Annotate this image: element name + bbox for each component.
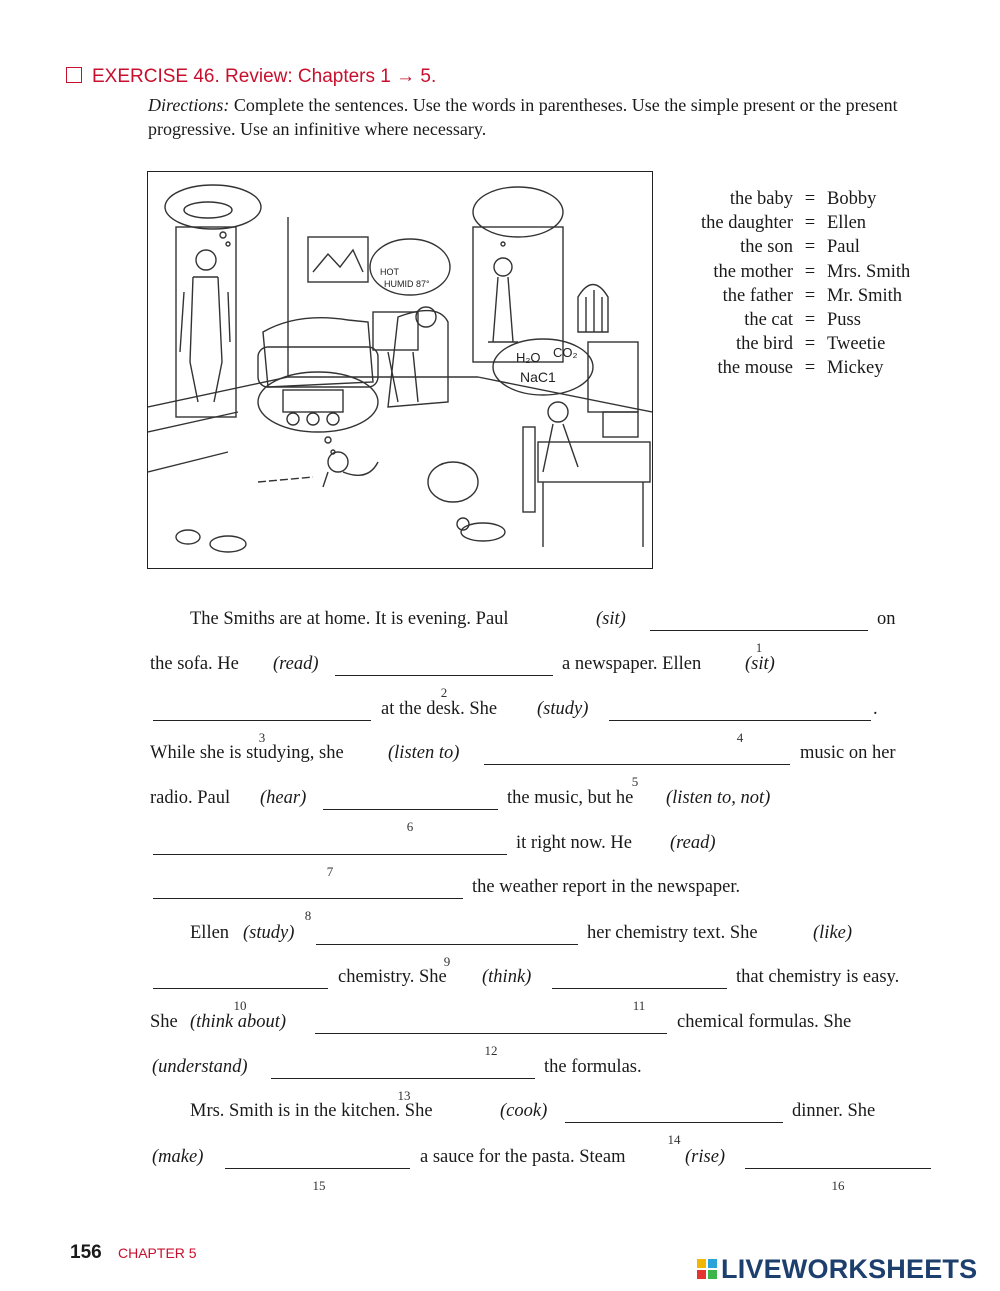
verb-hint: (rise) [685,1147,726,1167]
sentence-text: chemical formulas. She [677,1012,852,1032]
weather-bubble-text-1: HOT [380,267,399,277]
sentence-text: it right now. He [516,833,632,853]
verb-hint: (think about) [190,1012,287,1032]
verb-hint: (understand) [152,1057,248,1077]
chem-bubble-text-1: H₂O [516,350,541,365]
sentence-text: She [150,1012,178,1032]
verb-hint: (study) [537,699,589,719]
legend-name: Tweetie [827,334,886,355]
brand-name: LIVEWORKSHEETS [721,1253,978,1284]
brand-grid-icon [697,1259,717,1279]
directions-text: Complete the sentences. Use the words in parentheses. Use the simple present or the present progressive. Use an infinitive where necessary. [148,95,898,139]
answer-blank-10[interactable] [153,988,328,989]
sentence-text: the weather report in the newspaper. [472,877,741,897]
legend-row [660,284,910,308]
answer-blank-1[interactable] [650,630,868,631]
legend-row [660,332,910,356]
verb-hint: (listen to, not) [666,788,771,808]
answer-blank-8[interactable] [153,898,463,899]
living-room-drawing [148,172,652,568]
blank-number: 7 [326,864,334,879]
sentence-text: at the desk. She [381,699,498,719]
sentence-text: . [873,699,878,719]
sentence-text: on [877,609,896,629]
legend-equals: = [804,285,816,306]
sentence-text: her chemistry text. She [587,923,758,943]
legend-role: the baby [729,189,793,209]
answer-blank-9[interactable] [316,944,578,945]
verb-hint: (cook) [500,1101,548,1121]
sentence-text: a newspaper. Ellen [562,654,702,674]
blank-number: 11 [632,998,646,1013]
answer-blank-3[interactable] [153,720,371,721]
sentence-text: While she is studying, she [150,743,344,763]
legend-row [660,211,910,235]
sentence-text: Ellen [190,923,230,943]
chapter-label: CHAPTER 5 [118,1245,197,1261]
legend-row [660,308,910,332]
sentence-text: The Smiths are at home. It is evening. Paul [190,609,509,629]
legend-equals: = [804,237,816,258]
exercise-header [66,66,436,88]
legend-name: Bobby [827,189,877,209]
legend-equals: = [804,334,816,355]
verb-hint: (read) [273,654,319,674]
blank-number: 8 [304,908,312,923]
blank-number: 2 [440,685,448,700]
legend-row [660,235,910,259]
sentence-text: radio. Paul [150,788,231,808]
legend-equals: = [804,358,816,379]
verb-hint: (like) [813,923,853,943]
sentence-text: the formulas. [544,1057,642,1077]
sentence-text: dinner. She [792,1101,876,1121]
blank-number: 1 [755,640,763,655]
verb-hint: (sit) [596,609,626,629]
sentence-text: Mrs. Smith is in the kitchen. She [190,1101,433,1121]
legend-equals: = [804,310,816,331]
verb-hint: (study) [243,923,295,943]
blank-number: 3 [258,730,266,745]
legend-role: the bird [735,334,793,355]
checkbox-icon [66,67,82,83]
character-legend [660,187,910,381]
answer-blank-12[interactable] [315,1033,667,1034]
legend-name: Paul [827,237,860,258]
legend-name: Puss [827,310,861,331]
sentence-text: music on her [800,743,896,763]
legend-name: Ellen [827,213,867,234]
legend-role: the mother [713,261,793,282]
sentence-text: a sauce for the pasta. Steam [420,1147,626,1167]
answer-blank-15[interactable] [225,1168,410,1169]
weather-bubble-text-2: HUMID 87° [384,279,430,289]
answer-blank-16[interactable] [745,1168,931,1169]
blank-number: 6 [406,819,414,834]
answer-blank-13[interactable] [271,1078,535,1079]
blank-number: 15 [312,1178,326,1193]
verb-hint: (hear) [260,788,307,808]
legend-equals: = [804,189,816,209]
legend-equals: = [804,213,816,234]
blank-number: 13 [397,1088,411,1103]
legend-role: the son [740,237,793,258]
verb-hint: (think) [482,967,532,987]
sentence-text: the music, but he [507,788,634,808]
answer-blank-6[interactable] [323,809,498,810]
legend-role: the father [722,285,793,306]
legend-name: Mrs. Smith [827,261,911,282]
verb-hint: (sit) [745,654,775,674]
legend-role: the mouse [717,358,793,379]
liveworksheets-logo[interactable] [697,1254,977,1284]
blank-number: 14 [667,1132,681,1147]
answer-blank-5[interactable] [484,764,790,765]
sentence-text: that chemistry is easy. [736,967,900,987]
answer-blank-2[interactable] [335,675,553,676]
sentence-text: the sofa. He [150,654,239,674]
directions [148,93,928,141]
exercise-title: EXERCISE 46. Review: Chapters 1 → 5. [92,66,437,87]
verb-hint: (make) [152,1147,204,1167]
legend-name: Mr. Smith [827,285,903,306]
directions-label: Directions: [148,95,230,115]
answer-blank-7[interactable] [153,854,507,855]
chem-bubble-text-2: CO₂ [553,345,578,360]
blank-number: 10 [233,998,247,1013]
chem-bubble-text-3: NaC1 [520,369,556,385]
answer-blank-14[interactable] [565,1122,783,1123]
legend-row [660,356,910,380]
legend-role: the cat [744,310,793,331]
family-illustration [147,171,653,569]
legend-row [660,260,910,284]
blank-number: 5 [631,774,639,789]
blank-number: 4 [736,730,744,745]
blank-number: 9 [443,954,451,969]
legend-row [660,187,910,211]
legend-role: the daughter [701,213,793,234]
legend-equals: = [804,261,816,282]
legend-name: Mickey [827,358,884,379]
answer-blank-4[interactable] [609,720,871,721]
sentence-text: chemistry. She [338,967,447,987]
verb-hint: (read) [670,833,716,853]
blank-number: 16 [831,1178,845,1193]
page-number: 156 [70,1242,102,1263]
blank-number: 12 [484,1043,498,1058]
verb-hint: (listen to) [388,743,460,763]
answer-blank-11[interactable] [552,988,727,989]
